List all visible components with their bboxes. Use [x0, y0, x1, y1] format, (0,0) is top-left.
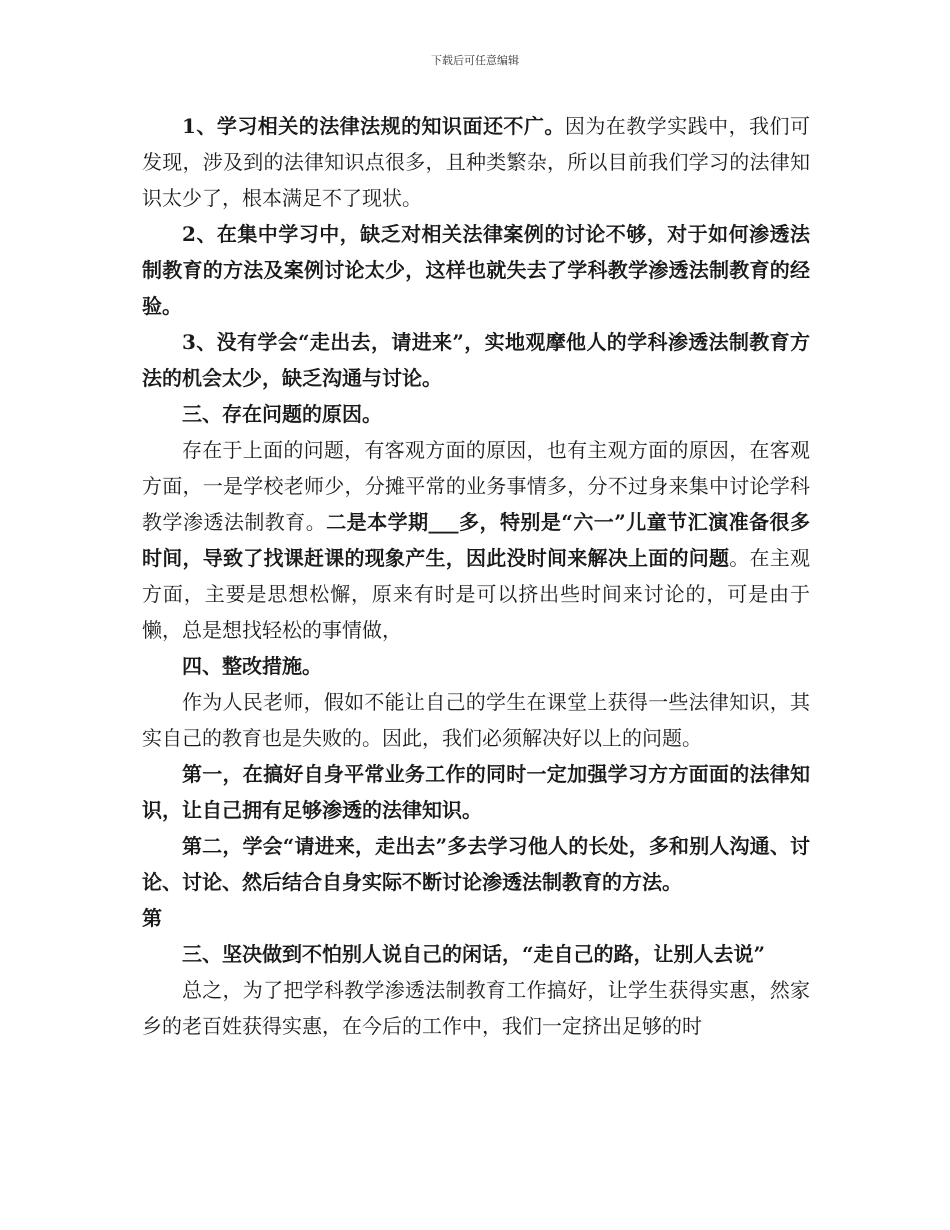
paragraph-2: 2、在集中学习中，缺乏对相关法律案例的讨论不够，对于如何渗透法制教育的方法及案例讨论太少，这样也就失去了学科教学渗透法制教育的经验。 [142, 222, 810, 318]
document-body [142, 108, 810, 1044]
paragraph-3: 3、没有学会“走出去，请进来”，实地观摩他人的学科渗透法制教育方法的机会太少，缺乏沟通与讨论。 [142, 330, 810, 390]
paragraph-7: 第二，学会“请进来，走出去”多去学习他人的长处，多和别人沟通、讨论、讨论、然后结合自身实际不断讨论渗透法制教育的方法。 [142, 834, 810, 894]
paragraph-4-bold: 二是本学期___多，特别是“六一”儿童节汇演准备很多时间，导致了找课赶课的现象产生，因此没时间来解决上面的问题 [142, 510, 810, 570]
paragraph-1-heading: 1、学习相关的法律法规的知识面还不广。 [182, 114, 565, 138]
section-heading-4: 四、整改措施。 [182, 654, 322, 678]
paragraph-5: 作为人民老师，假如不能让自己的学生在课堂上获得一些法律知识，其实自己的教育也是失败的。因此，我们必须解决好以上的问题。 [142, 690, 810, 750]
paragraph-1 [142, 108, 810, 216]
section-heading-3: 三、存在问题的原因。 [182, 402, 382, 426]
paragraph-1-text: 因为在教学实践中，我们可发现，涉及到的法律知识点很多，且种类繁杂，所以目前我们学习的法律知识太少了，根本满足不了现状。 [142, 114, 811, 210]
paragraph-9: 总之，为了把学科教学渗透法制教育工作搞好，让学生获得实惠，然家乡的老百姓获得实惠，在今后的工作中，我们一定挤出足够的时 [142, 978, 810, 1038]
paragraph-4-text-a: 存在于上面的问题，有客观方面的原因，也有主观方面的原因，在客观方面，一是学校老师少，分摊平常的业务事情多，分不过身来集中讨论学科教学渗透法制教育。 [142, 438, 810, 534]
paragraph-8: 三、坚决做到不怕别人说自己的闲话，“走自己的路，让别人去说” [182, 942, 766, 966]
paragraph-6: 第一，在搞好自身平常业务工作的同时一定加强学习方方面面的法律知识，让自己拥有足够渗透的法律知识。 [142, 762, 810, 822]
paragraph-7-tail: 第 [142, 906, 162, 930]
paragraph-4-text-c: 。在主观方面，主要是思想松懈，原来有时是可以挤出些时间来讨论的，可是由于懒，总是想找轻松的事情做， [142, 546, 810, 642]
paragraph-4 [142, 432, 810, 648]
page-header: 下载后可任意编辑 [431, 54, 519, 67]
